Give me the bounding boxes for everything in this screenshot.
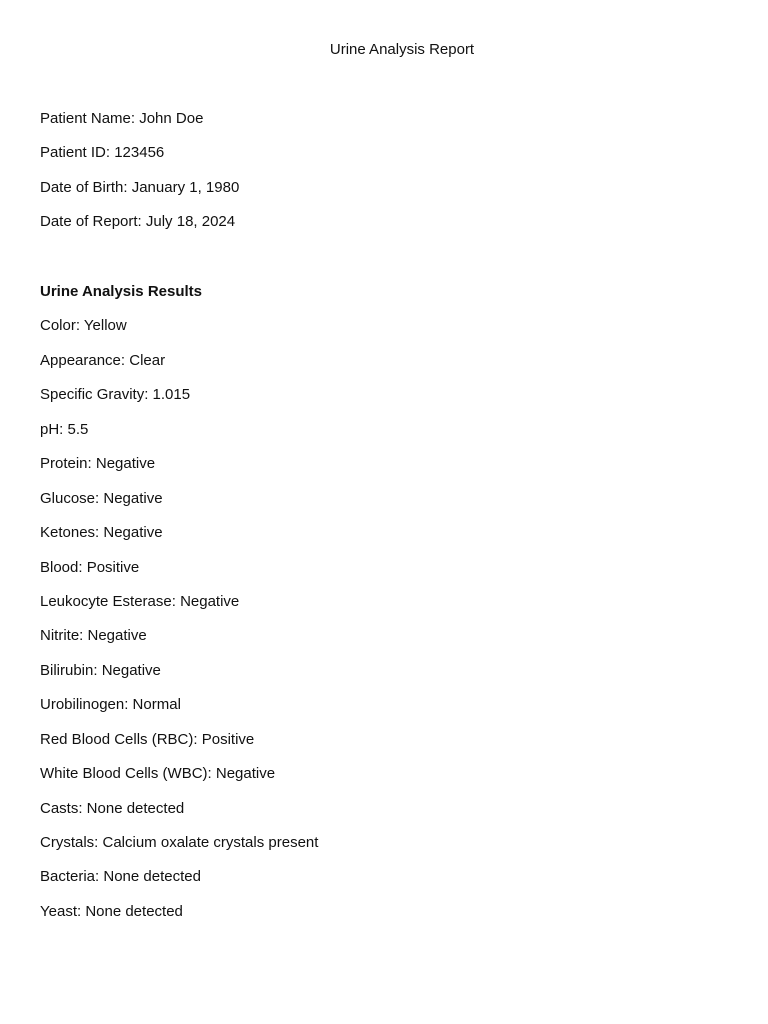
patient-info [40,109,239,247]
result-casts: Casts: None detected [40,799,185,817]
date-of-report: Date of Report: July 18, 2024 [40,213,236,231]
result-bilirubin: Bilirubin: Negative [40,661,161,679]
results-heading: Urine Analysis Results [40,283,203,300]
result-color: Color: Yellow [40,317,127,335]
report-title: Urine Analysis Report [329,41,475,58]
result-glucose: Glucose: Negative [40,489,163,507]
result-rbc: Red Blood Cells (RBC): Positive [40,730,255,748]
patient-id: Patient ID: 123456 [40,144,165,162]
result-bacteria: Bacteria: None detected [40,868,201,886]
date-of-birth: Date of Birth: January 1, 1980 [40,178,240,196]
results-section [40,282,318,936]
result-appearance: Appearance: Clear [40,351,166,369]
result-yeast: Yeast: None detected [40,902,183,920]
result-ph: pH: 5.5 [40,420,89,438]
result-urobilinogen: Urobilinogen: Normal [40,696,181,714]
result-nitrite: Nitrite: Negative [40,627,147,645]
result-protein: Protein: Negative [40,455,156,473]
result-blood: Blood: Positive [40,558,140,576]
result-ketones: Ketones: Negative [40,524,163,542]
result-specific-gravity: Specific Gravity: 1.015 [40,386,191,404]
result-crystals: Crystals: Calcium oxalate crystals present [40,834,319,851]
result-leukocyte-esterase: Leukocyte Esterase: Negative [40,592,240,610]
result-wbc: White Blood Cells (WBC): Negative [40,765,276,783]
patient-name: Patient Name: John Doe [40,110,204,127]
